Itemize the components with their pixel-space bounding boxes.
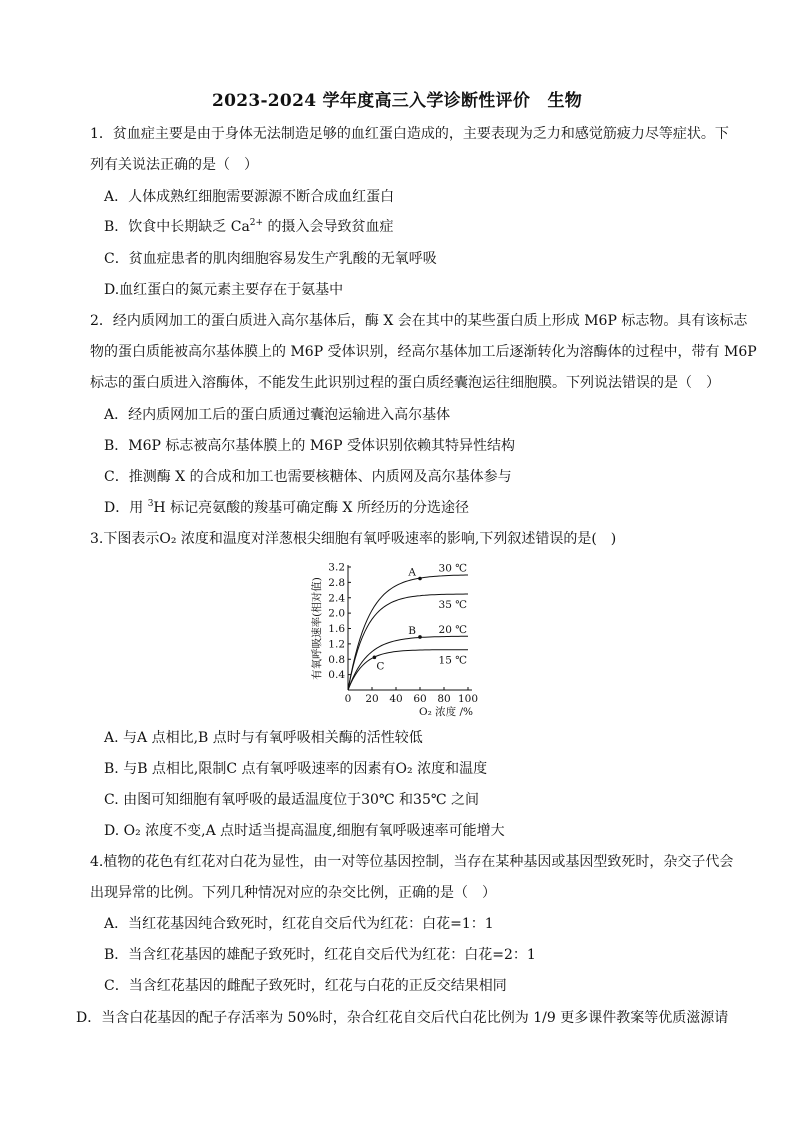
- q4-stem-line1: 4.植物的花色有红花对白花为显性，由一对等位基因控制，当存在某种基因或基因型致死时，杂交子代会: [90, 854, 734, 870]
- q2-stem-line3: 标志的蛋白质进入溶酶体，不能发生此识别过程的蛋白质经囊泡运往细胞膜。下列说法错误的是（ ）: [90, 375, 720, 391]
- x-tick-label: 100: [457, 693, 479, 705]
- q1-option-d: D.血红蛋白的氮元素主要存在于氨基中: [104, 282, 344, 298]
- q4-option-a: A．当红花基因纯合致死时，红花自交后代为红花：白花=1：1: [104, 916, 494, 932]
- q4-stem-line2: 出现异常的比例。下列几种情况对应的杂交比例，正确的是（ ）: [90, 885, 496, 901]
- q2-option-d-text-end: H 标记亮氨酸的羧基可确定酶 X 所经历的分选途径: [153, 500, 469, 516]
- series-label: 30 ℃: [438, 562, 467, 575]
- y-axis-label: 有氧呼吸速率(相对值): [311, 577, 323, 680]
- series-label: 20 ℃: [438, 624, 467, 637]
- q1-stem-line2: 列有关说法正确的是（ ）: [90, 157, 258, 173]
- q1-option-c: C．贫血症患者的肌肉细胞容易发生产乳酸的无氧呼吸: [104, 251, 437, 267]
- q2-stem-line1: 2．经内质网加工的蛋白质进入高尔基体后，酶 X 会在其中的某些蛋白质上形成 M6P 标志物。具有该标志: [90, 313, 748, 329]
- q4-option-c: C．当含红花基因的雌配子致死时，红花与白花的正反交结果相同: [104, 978, 507, 994]
- respiration-rate-chart: [308, 560, 488, 720]
- x-tick-label: 80: [437, 693, 451, 705]
- q2-option-d-superscript: 3: [147, 499, 154, 509]
- y-tick-label: 0.8: [328, 653, 345, 666]
- q1-option-b-text: B．饮食中长期缺乏 Ca: [104, 219, 250, 235]
- point-label: B: [408, 624, 416, 637]
- y-tick-label: 2.0: [328, 607, 345, 620]
- chart-svg: [308, 560, 488, 720]
- y-tick-label: 0.4: [328, 669, 345, 682]
- x-tick-label: 20: [365, 693, 379, 705]
- y-tick-label: 1.6: [328, 623, 345, 635]
- x-tick-label: 60: [413, 693, 427, 705]
- q2-option-a: A．经内质网加工后的蛋白质通过囊泡运输进入高尔基体: [104, 407, 451, 423]
- q2-option-d: [104, 498, 469, 518]
- y-tick-label: 3.2: [328, 561, 345, 574]
- x-tick-label: 40: [389, 693, 403, 705]
- q1-option-b-superscript: 2+: [249, 218, 264, 228]
- q3-option-b: B. 与B 点相比,限制C 点有氧呼吸速率的因素有O₂ 浓度和温度: [104, 761, 488, 777]
- q3-option-a: A. 与A 点相比,B 点时与有氧呼吸相关酶的活性较低: [104, 730, 423, 746]
- series-label: 35 ℃: [438, 598, 467, 611]
- q4-option-b: B．当含红花基因的雄配子致死时，红花自交后代为红花：白花=2：1: [104, 947, 536, 963]
- y-tick-label: 2.8: [328, 576, 345, 589]
- point-label: C: [376, 660, 385, 673]
- q2-option-d-text: D．用: [104, 500, 148, 516]
- x-axis-label: O₂ 浓度 /%: [418, 706, 473, 718]
- q3-option-c: C. 由图可知细胞有氧呼吸的最适温度位于30℃ 和35℃ 之间: [104, 792, 479, 808]
- q4-option-d: D．当含白花基因的配子存活率为 50%时，杂合红花自交后代白花比例为 1/9 更多课件教案等优质滋源请: [76, 1010, 729, 1026]
- page-title: 2023-2024 学年度高三入学诊断性评价 生物: [211, 91, 583, 111]
- q1-option-b: [104, 217, 394, 237]
- q1-option-a: A．人体成熟红细胞需要源源不断合成血红蛋白: [104, 189, 395, 205]
- series-label: 15 ℃: [438, 654, 467, 667]
- point-marker: [418, 635, 422, 639]
- point-marker: [418, 577, 422, 581]
- q1-option-b-text-end: 的摄入会导致贫血症: [263, 219, 394, 235]
- y-tick-label: 2.4: [328, 592, 345, 605]
- q3-option-d: D. O₂ 浓度不变,A 点时适当提高温度,细胞有氧呼吸速率可能增大: [104, 823, 505, 839]
- point-marker: [373, 656, 377, 660]
- point-label: A: [408, 566, 416, 579]
- y-tick-label: 1.2: [328, 638, 345, 651]
- q2-option-b: B．M6P 标志被高尔基体膜上的 M6P 受体识别依赖其特异性结构: [104, 438, 515, 454]
- q1-stem-line1: 1．贫血症主要是由于身体无法制造足够的血红蛋白造成的，主要表现为乏力和感觉筋疲力尽等症状。下: [90, 126, 729, 142]
- q2-stem-line2: 物的蛋白质能被高尔基体膜上的 M6P 受体识别，经高尔基体加工后逐渐转化为溶酶体的过程中，带有 M6P: [90, 344, 757, 360]
- x-tick-label: 0: [344, 693, 352, 705]
- q2-option-c: C．推测酶 X 的合成和加工也需要核糖体、内质网及高尔基体参与: [104, 469, 512, 485]
- q3-stem: 3.下图表示O₂ 浓度和温度对洋葱根尖细胞有氧呼吸速率的影响,下列叙述错误的是( ): [90, 531, 617, 547]
